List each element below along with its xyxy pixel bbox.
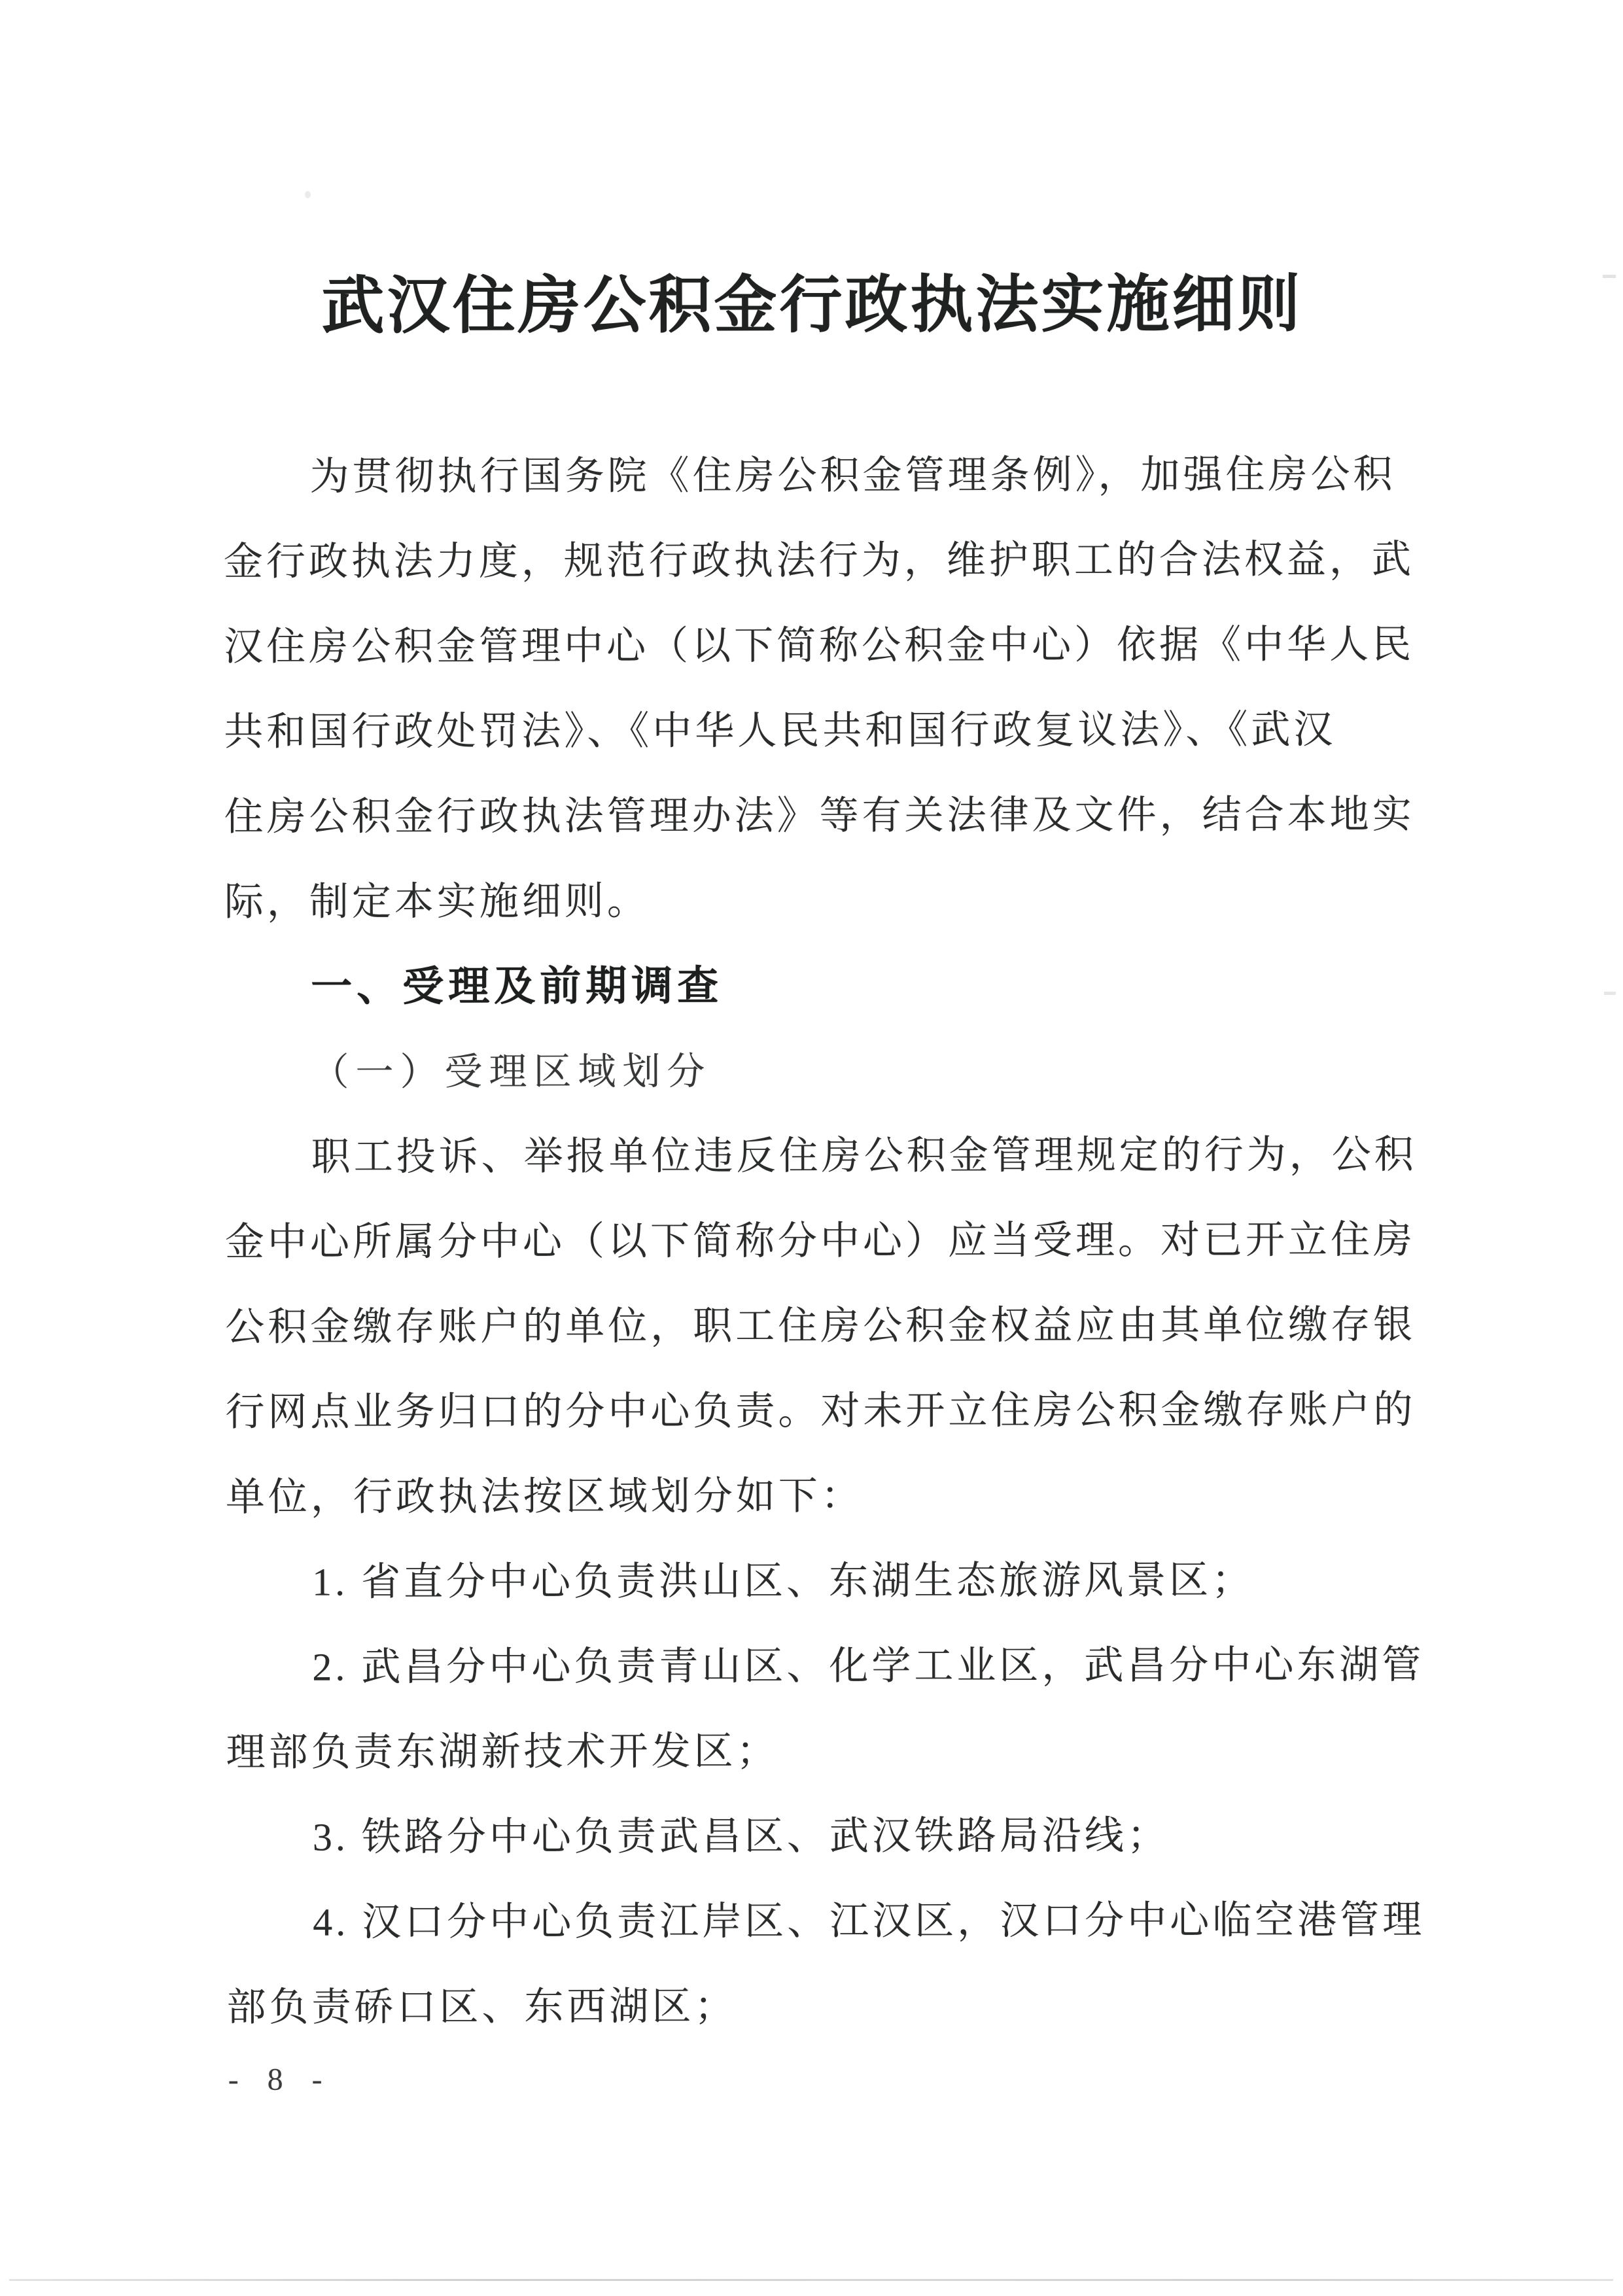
document-body bbox=[223, 432, 1423, 2050]
paragraph-line: 为贯彻执行国务院《住房公积金管理条例》，加强住房公积 bbox=[309, 453, 1396, 498]
list-item-line: 4. 汉口分中心负责江岸区、江汉区，汉口分中心临空港管理 bbox=[313, 1898, 1425, 1944]
paragraph-line: 金中心所属分中心（以下简称分中心）应当受理。对已开立住房 bbox=[224, 1218, 1416, 1264]
page-number: - 8 - bbox=[228, 2062, 333, 2097]
document-title: 武汉住房公积金行政执法实施细则 bbox=[321, 269, 1303, 341]
scan-artifact bbox=[1603, 275, 1616, 278]
list-item-line: 理部负责东湖新技术开发区； bbox=[226, 1730, 779, 1774]
paragraph-line: 职工投诉、举报单位违反住房公积金管理规定的行为，公积 bbox=[311, 1133, 1417, 1179]
list-item-line: 2. 武昌分中心负责青山区、化学工业区，武昌分中心东湖管 bbox=[312, 1643, 1425, 1689]
subsection-heading: （一）受理区域划分 bbox=[311, 1049, 712, 1094]
paragraph-line: 行网点业务归口的分中心负责。对未开立住房公积金缴存账户的 bbox=[225, 1388, 1416, 1434]
paragraph-line: 住房公积金行政执法管理办法》等有关法律及文件，结合本地实 bbox=[224, 793, 1415, 839]
scan-artifact bbox=[305, 191, 311, 198]
paragraph-line: 际，制定本实施细则。 bbox=[224, 879, 650, 924]
paragraph-line: 金行政执法力度，规范行政执法行为，维护职工的合法权益，武 bbox=[223, 538, 1414, 583]
list-item-line: 部负责硚口区、东西湖区； bbox=[226, 1985, 737, 2029]
list-item-line: 1. 省直分中心负责洪山区、东湖生态旅游风景区； bbox=[311, 1558, 1255, 1604]
paragraph-line: 单位，行政执法按区域划分如下： bbox=[225, 1474, 864, 1519]
scan-edge-line bbox=[9, 2279, 1613, 2281]
paragraph-line: 公积金缴存账户的单位，职工住房公积金权益应由其单位缴存银 bbox=[225, 1303, 1416, 1349]
scan-artifact bbox=[1604, 992, 1616, 995]
section-heading: 一、受理及前期调查 bbox=[311, 963, 724, 1010]
paragraph-line: 共和国行政处罚法》、《中华人民共和国行政复议法》、《武汉 bbox=[224, 708, 1336, 754]
list-item-line: 3. 铁路分中心负责武昌区、武汉铁路局沿线； bbox=[312, 1813, 1170, 1859]
paragraph-line: 汉住房公积金管理中心（以下简称公积金中心）依据《中华人民 bbox=[224, 623, 1415, 669]
